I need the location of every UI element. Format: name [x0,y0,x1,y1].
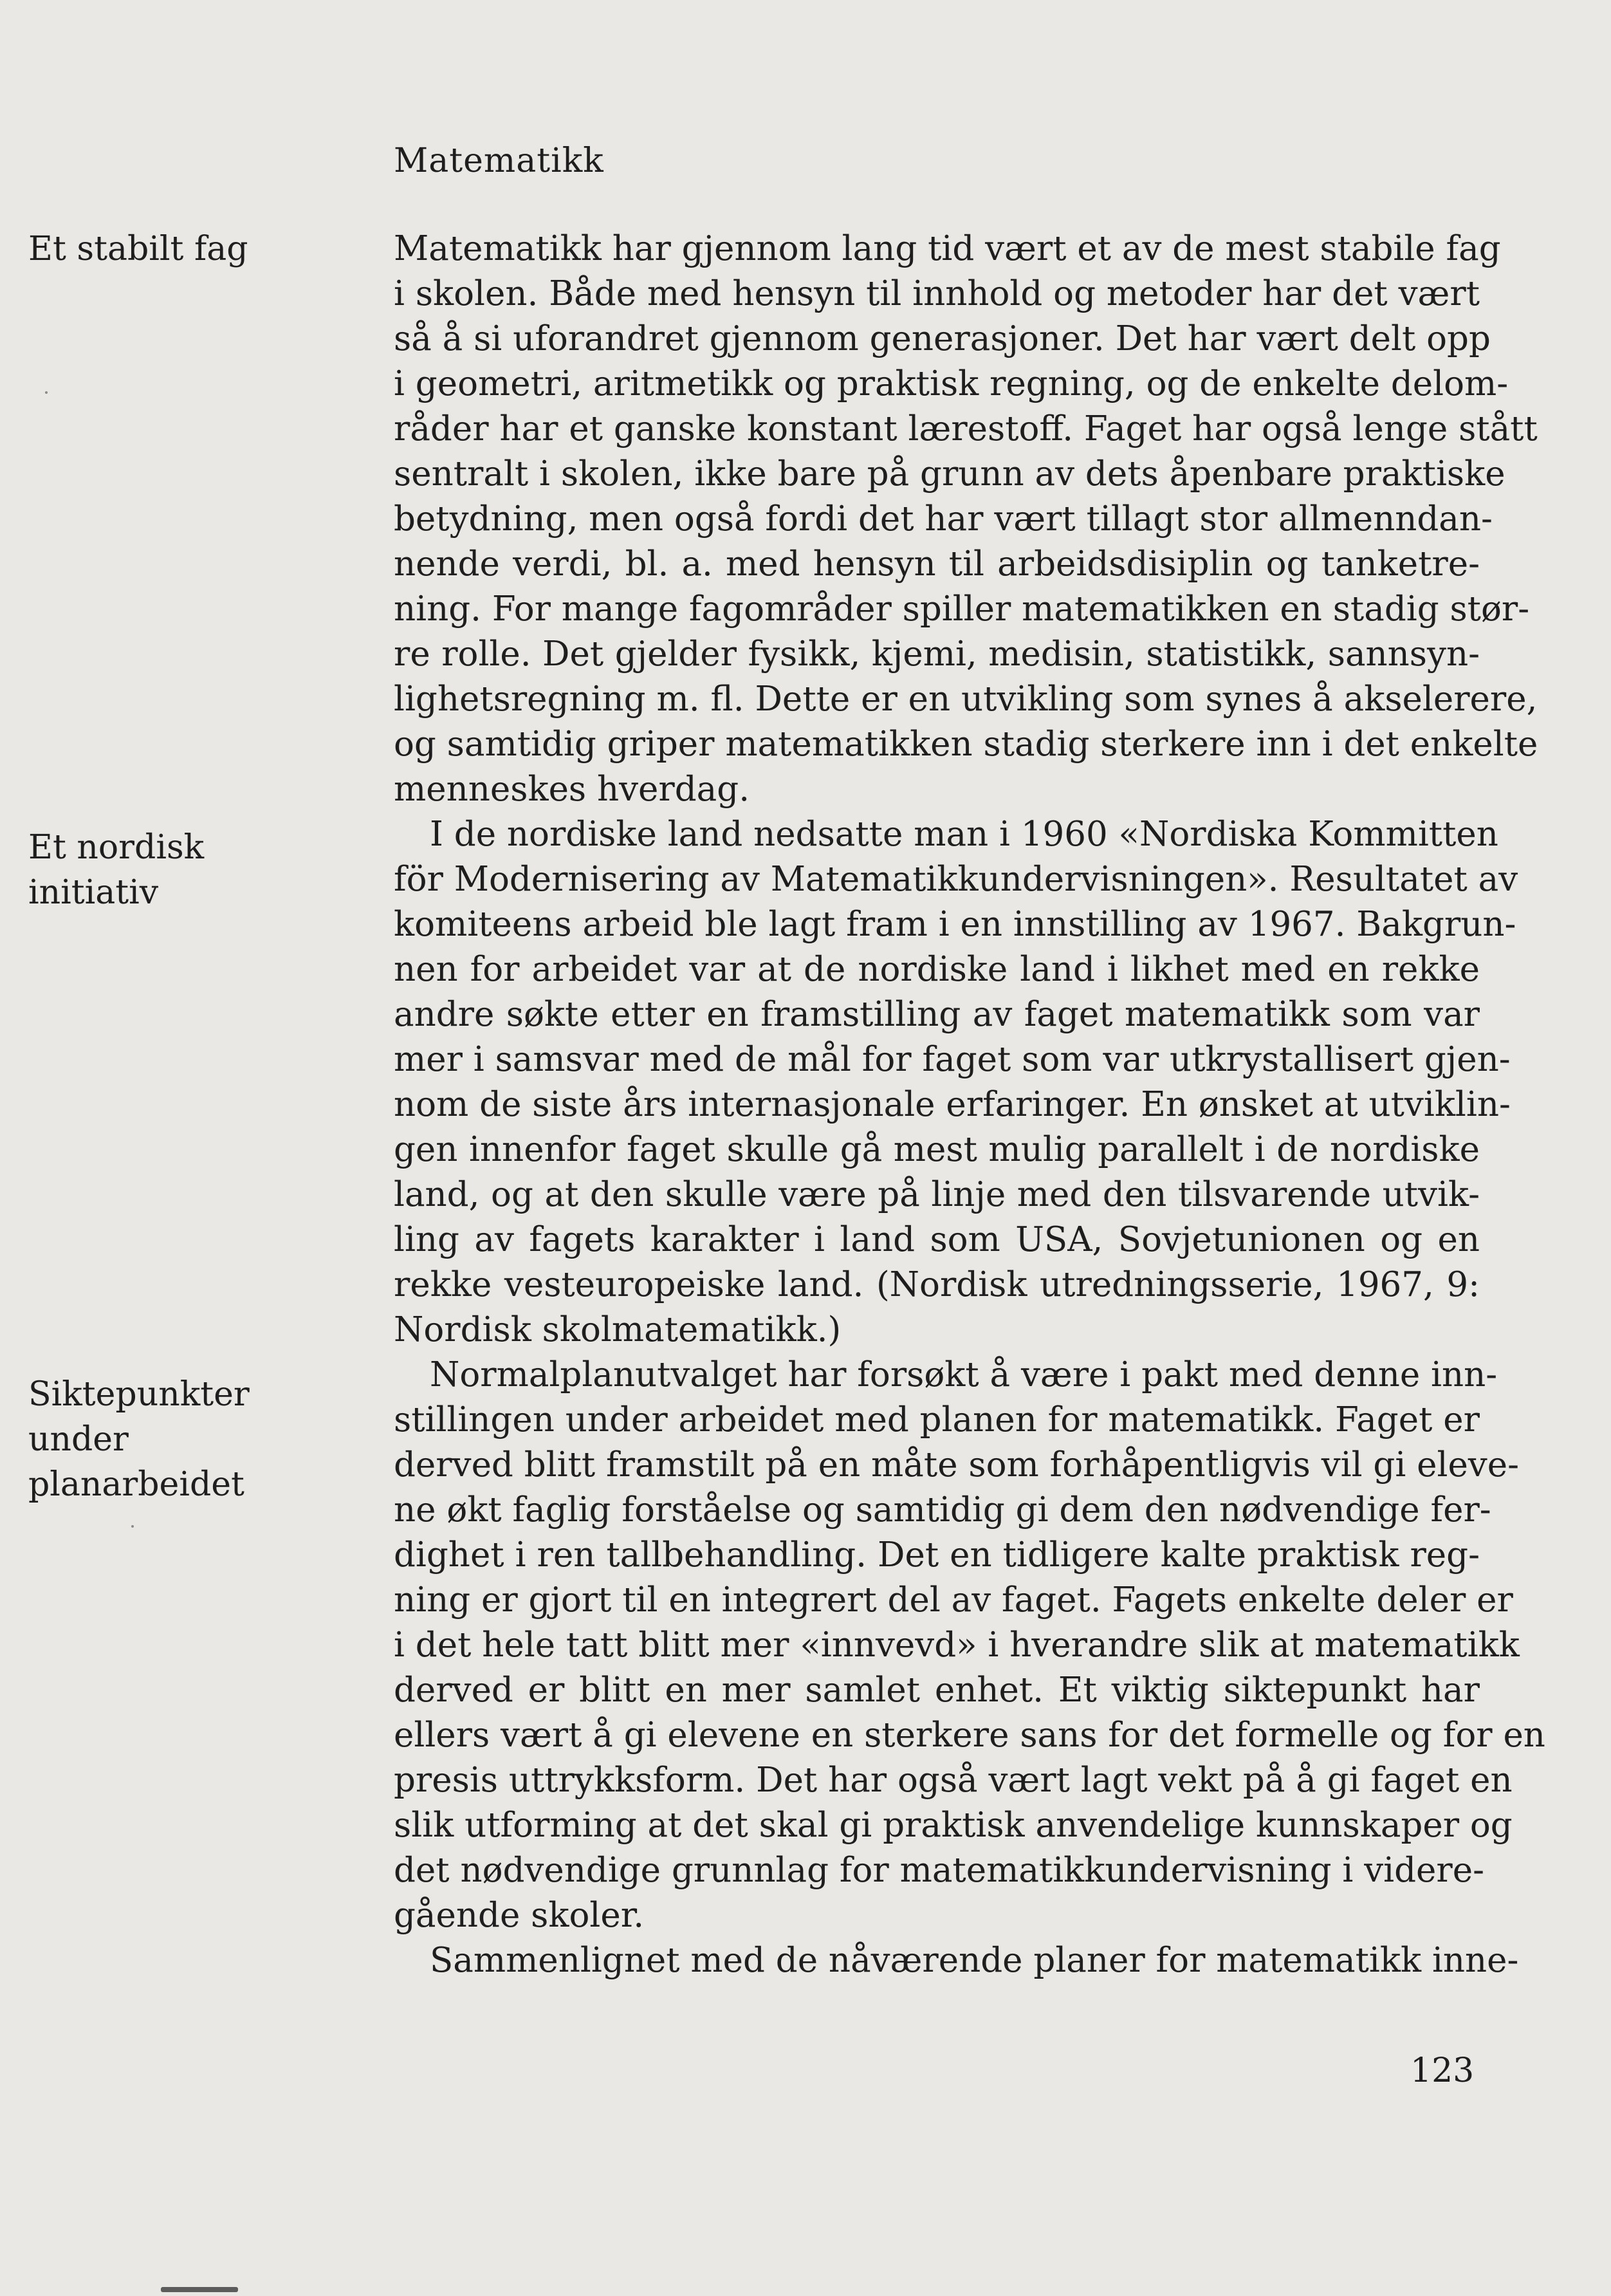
text-line: ne økt faglig forståelse og samtidig gi dem den nødvendige fer- [394,1490,1491,1530]
text-line: og samtidig griper matematikken stadig sterkere inn i det enkelte [394,725,1538,764]
text-line: derved blitt framstilt på en måte som forhåpentligvis vil gi eleve- [394,1445,1520,1485]
text-line: det nødvendige grunnlag for matematikkundervisning i videre- [394,1851,1484,1890]
text-line: råder har et ganske konstant lærestoff. Faget har også lenge stått [394,409,1538,449]
margin-note-line: initiativ [28,873,159,912]
text-line: i det hele tatt blitt mer «innvevd» i hverandre slik at matematikk [394,1625,1520,1665]
margin-note-stabilt-fag [28,227,363,272]
running-header: Matematikk [394,142,604,180]
scan-edge-mark [161,2287,238,2292]
text-line: I de nordiske land nedsatte man i 1960 «Nordiska Kommitten [430,815,1498,854]
margin-note-line: Et stabilt fag [28,230,248,268]
body-text [394,227,1545,1983]
text-line: land, og at den skulle være på linje med den tilsvarende utvik- [394,1175,1480,1214]
text-line: slik utforming at det skal gi praktisk anvendelige kunnskaper og [394,1806,1513,1845]
text-line: i geometri, aritmetikk og praktisk regning, og de enkelte delom- [394,364,1509,403]
scan-speck [45,391,48,394]
text-line: Nordisk skolmatematikk.) [394,1310,842,1349]
text-line: derved er blitt en mer samlet enhet. Et viktig siktepunkt har [394,1671,1480,1710]
text-line: nende verdi, bl. a. med hensyn til arbeidsdisiplin og tanketre- [394,544,1480,584]
text-line: gen innenfor faget skulle gå mest mulig parallelt i de nordiske [394,1130,1480,1169]
text-line: ning. For mange fagområder spiller matematikken en stadig stør- [394,589,1530,629]
text-line: Sammenlignet med de nåværende planer for matematikk inne- [430,1941,1519,1980]
text-line: i skolen. Både med hensyn til innhold og metoder har det vært [394,274,1480,313]
text-line: lighetsregning m. fl. Dette er en utvikling som synes å akselerere, [394,680,1538,719]
text-line: Normalplanutvalget har forsøkt å være i pakt med denne inn- [430,1355,1498,1394]
margin-note-line: planarbeidet [28,1465,244,1504]
text-line: mer i samsvar med de mål for faget som var utkrystallisert gjen- [394,1040,1511,1079]
text-line: ellers vært å gi elevene en sterkere sans for det formelle og for en [394,1716,1545,1755]
paragraph-siktepunkter [394,1353,1545,1938]
margin-note-siktepunkter [28,1372,363,1507]
text-line: dighet i ren tallbehandling. Det en tidligere kalte praktisk reg- [394,1535,1480,1575]
text-line: sentralt i skolen, ikke bare på grunn av dets åpenbare praktiske [394,454,1505,494]
text-line: andre søkte etter en framstilling av faget matematikk som var [394,995,1480,1034]
scan-speck [131,1525,134,1528]
text-line: Matematikk har gjennom lang tid vært et av de mest stabile fag [394,229,1501,268]
paragraph-stabilt-fag [394,227,1538,812]
text-line: stillingen under arbeidet med planen for matematikk. Faget er [394,1400,1480,1440]
text-line: ning er gjort til en integrert del av faget. Fagets enkelte deler er [394,1580,1513,1620]
paragraph-sammenlignet [394,1938,1519,1983]
text-line: gående skoler. [394,1896,645,1935]
text-line: nom de siste års internasjonale erfaringer. En ønsket at utviklin- [394,1085,1511,1124]
text-line: betydning, men også fordi det har vært tillagt stor allmenndan- [394,499,1493,539]
margin-note-nordisk-initiativ [28,825,363,915]
text-line: för Modernisering av Matematikkundervisningen». Resultatet av [394,860,1518,899]
text-line: presis uttrykksform. Det har også vært lagt vekt på å gi faget en [394,1761,1513,1800]
margin-note-line: Siktepunkter [28,1375,250,1414]
paragraph-nordisk-initiativ [394,812,1518,1353]
text-line: rekke vesteuropeiske land. (Nordisk utredningsserie, 1967, 9: [394,1265,1480,1304]
text-line: komiteens arbeid ble lagt fram i en innstilling av 1967. Bakgrun- [394,905,1516,944]
margin-note-line: Et nordisk [28,828,205,867]
page-number: 123 [1410,2051,1475,2090]
margin-note-line: under [28,1420,129,1459]
text-line: menneskes hverdag. [394,770,750,809]
text-line: ling av fagets karakter i land som USA, Sovjetunionen og en [394,1220,1480,1259]
text-line: nen for arbeidet var at de nordiske land i likhet med en rekke [394,950,1480,989]
text-line: re rolle. Det gjelder fysikk, kjemi, medisin, statistikk, sannsyn- [394,634,1480,674]
text-line: så å si uforandret gjennom generasjoner. Det har vært delt opp [394,319,1491,358]
